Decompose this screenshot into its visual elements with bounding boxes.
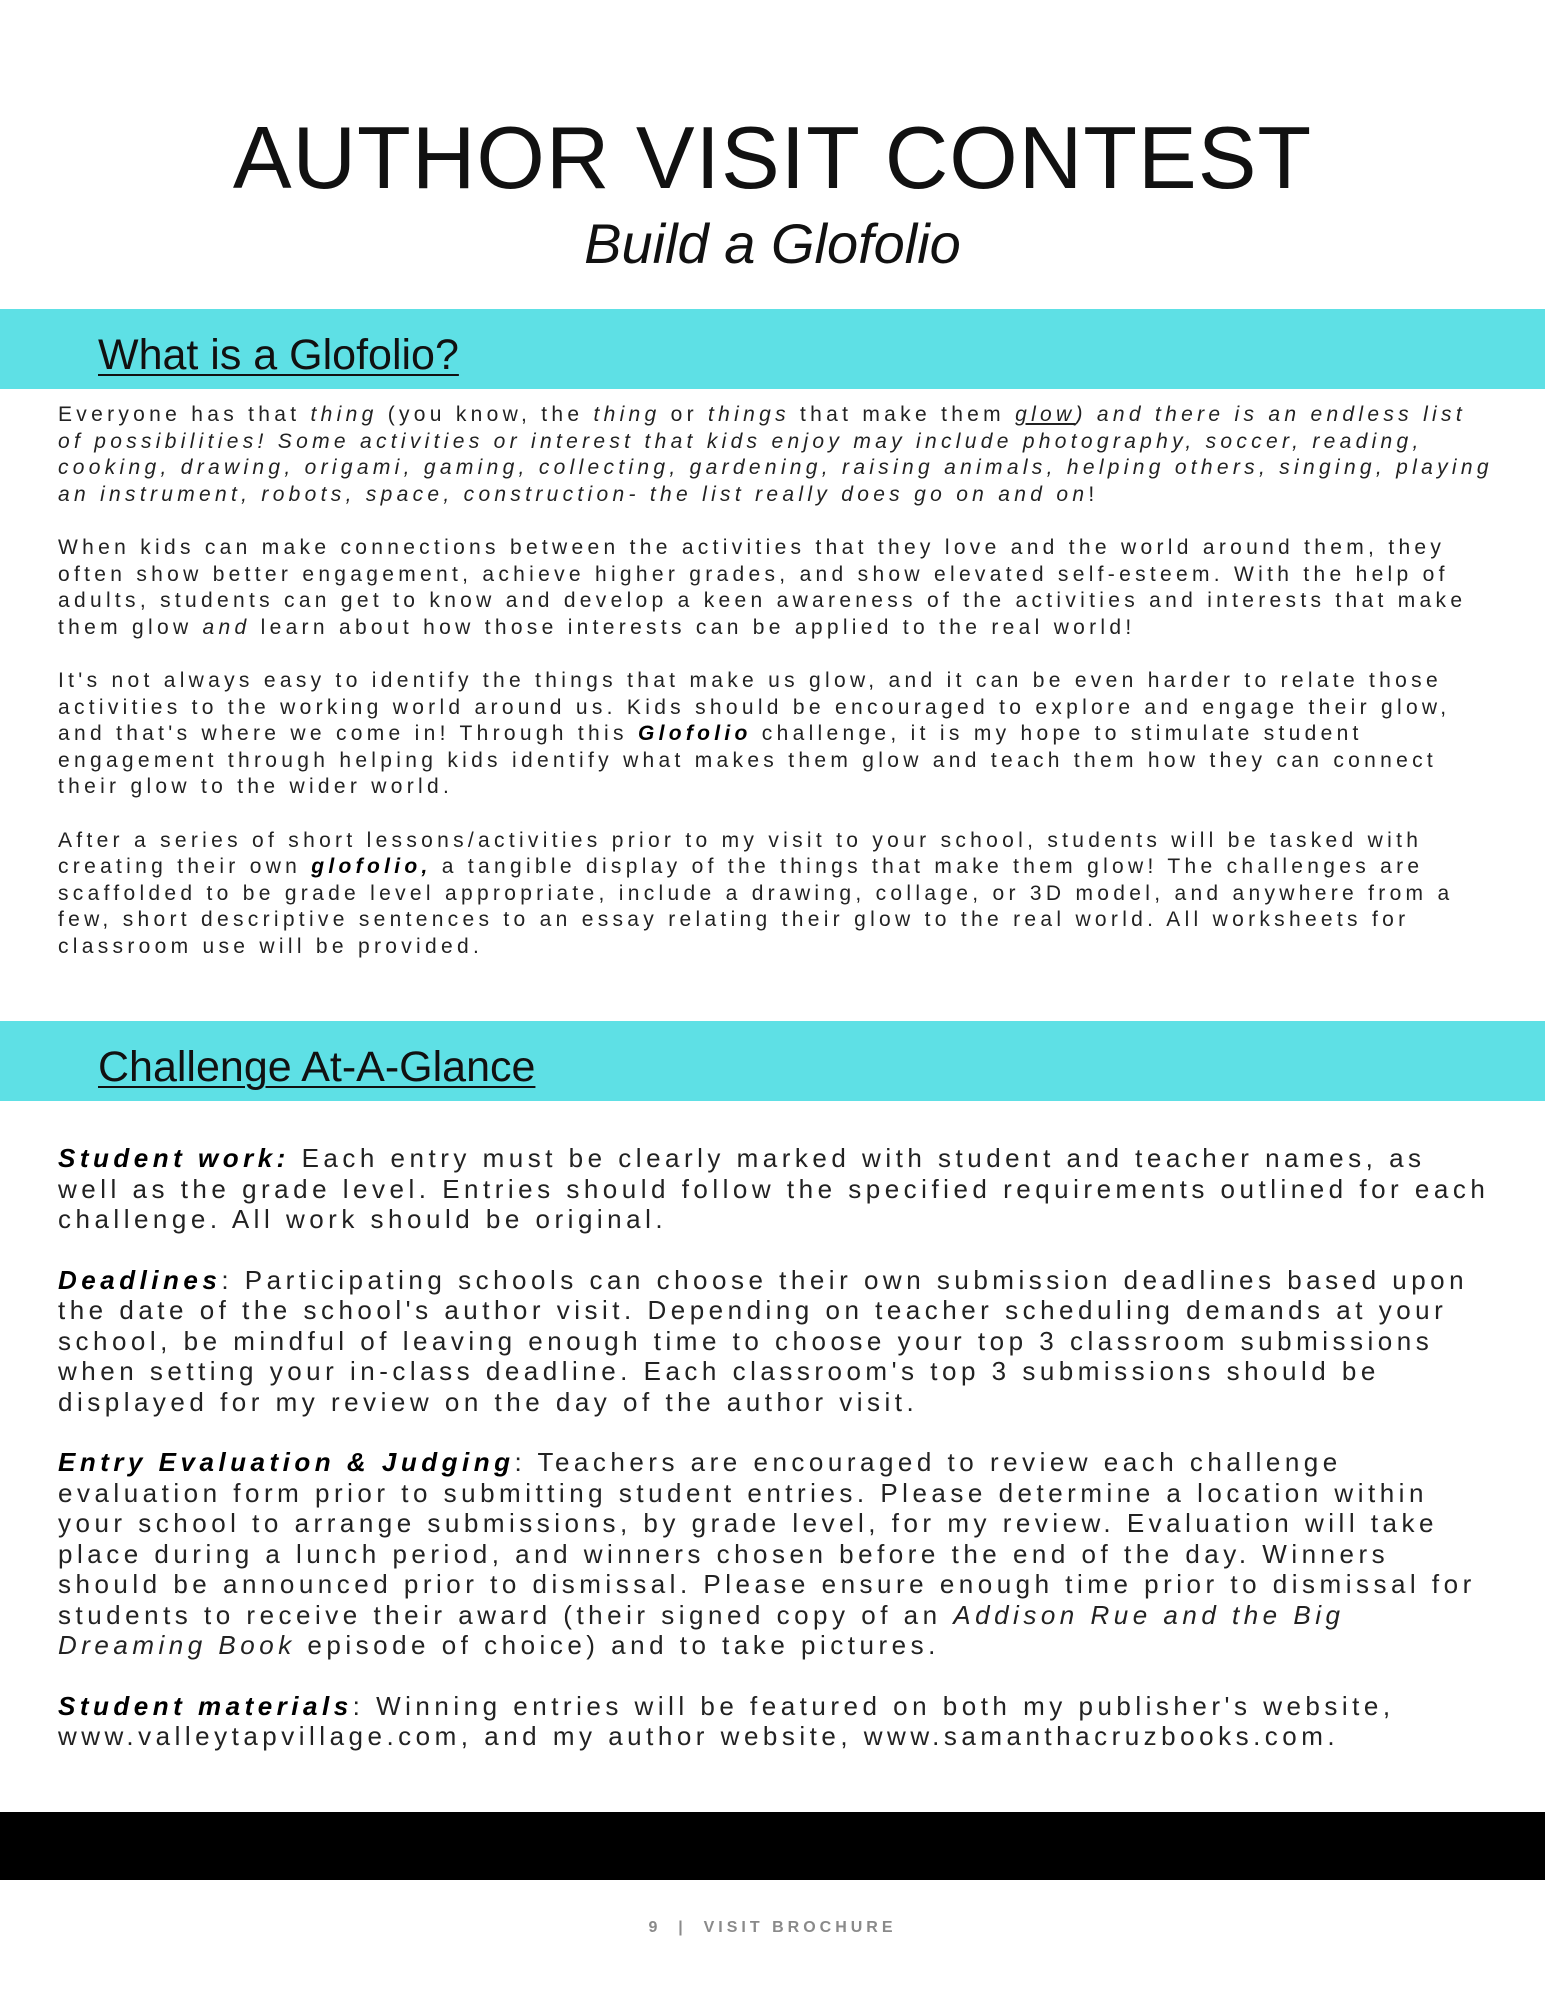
challenge-item-deadlines: Deadlines: Participating schools can choose their own submission deadlines based upon the date of the school's author visit. Depending on teacher scheduling demands at your school, be mindful of leaving enough time to choose your top 3 classroom submissions when setting your in-class deadline. Each classroom's top 3 submissions should be displayed for my review on the day of the author visit. xyxy=(58,1264,1469,1417)
section-header-band-challenge xyxy=(0,1021,1545,1101)
page-title: AUTHOR VISIT CONTEST xyxy=(232,108,1313,207)
intro-paragraph-4: After a series of short lessons/activities prior to my visit to your school, students will be tasked with creating their own glofolio, a tangible display of the things that make them glow! The challenges are scaffolded to be grade level appropriate, include a drawing, collage, or 3D model, and anywhere from a few, short descriptive sentences to an essay relating their glow to the real world. All worksheets for classroom use will be provided. xyxy=(58,828,1454,958)
section-heading-what-is-glofolio: What is a Glofolio? xyxy=(98,331,459,379)
challenge-details xyxy=(58,1143,1498,1782)
section-header-band-glofolio xyxy=(0,309,1545,389)
glofolio-intro xyxy=(58,402,1498,987)
intro-paragraph-2: When kids can make connections between the activities that they love and the world around them, they often show better engagement, achieve higher grades, and show elevated self-esteem. With the help of adults, students can get to know and develop a keen awareness of the activities and interests that make them glow and learn about how those interests can be applied to the real world! xyxy=(58,536,1467,639)
section-heading-challenge-at-a-glance: Challenge At-A-Glance xyxy=(98,1043,536,1091)
footer-page-label: 9 | VISIT BROCHURE xyxy=(648,1919,897,1936)
challenge-item-evaluation: Entry Evaluation & Judging: Teachers are encouraged to review each challenge evaluation form prior to submitting student entries. Please determine a location within your school to arrange submissions, by grade level, for my review. Evaluation will take place during a lunch period, and winners chosen before the end of the day. Winners should be announced prior to dismissal. Please ensure enough time prior to dismissal for students to receive their award (their signed copy of an Addison Rue and the Big Dreaming Book episode of choice) and to take pictures. xyxy=(58,1447,1476,1660)
intro-paragraph-1: Everyone has that thing (you know, the thing or things that make them glow) and there is an endless list of possibilities! Some activities or interest that kids enjoy may include photography, soccer, reading, cooking, drawing, origami, gaming, collecting, gardening, raising animals, helping others, singing, playing an instrument, robots, space, construction- the list really does go on and on! xyxy=(58,403,1493,506)
intro-paragraph-3: It's not always easy to identify the things that make us glow, and it can be even harder to relate those activities to the working world around us. Kids should be encouraged to explore and engage their glow, and that's where we come in! Through this Glofolio challenge, it is my hope to stimulate student engagement through helping kids identify what makes them glow and teach them how they can connect their glow to the wider world. xyxy=(58,669,1451,798)
footer-bar xyxy=(0,1812,1545,1880)
challenge-item-student-work: Student work: Each entry must be clearly marked with student and teacher names, as well as the grade level. Entries should follow the specified requirements outlined for each challenge. All work should be original. xyxy=(58,1143,1490,1234)
page-subtitle: Build a Glofolio xyxy=(584,212,961,275)
challenge-item-student-materials: Student materials: Winning entries will be featured on both my publisher's website, www.valleytapvillage.com, and my author website, www.samanthacruzbooks.com. xyxy=(58,1690,1395,1751)
